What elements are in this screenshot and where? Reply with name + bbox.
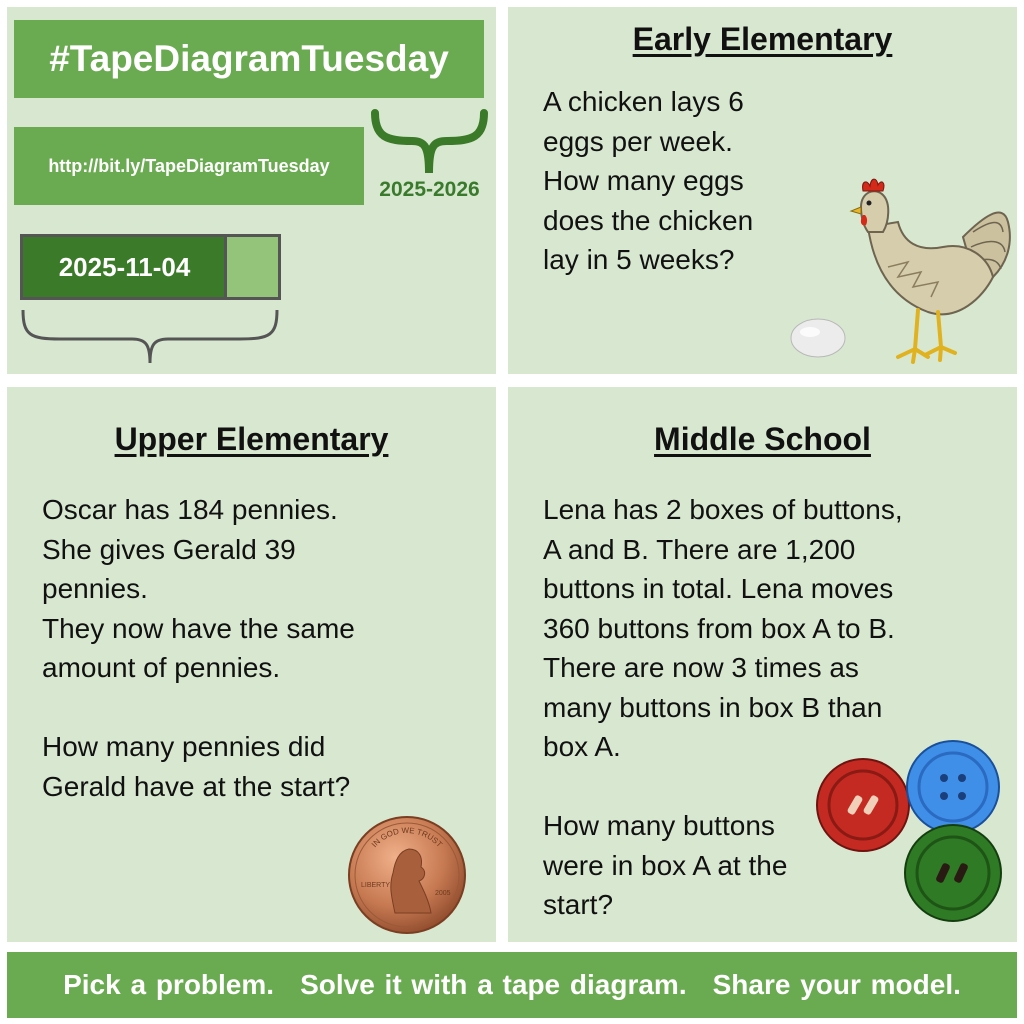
middle-school-problem: Lena has 2 boxes of buttons, A and B. There are 1,200 buttons in total. Lena moves 360 buttons from box A to B. There are now 3 times as many buttons in box B than box A. How many buttons were in box A at the start? bbox=[543, 494, 903, 920]
header-panel bbox=[7, 7, 496, 374]
early-elementary-title: Early Elementary bbox=[632, 21, 893, 57]
tape-brace-icon bbox=[20, 307, 280, 367]
upper-elementary-title: Upper Elementary bbox=[114, 421, 389, 457]
school-year: 2025-2026 bbox=[379, 178, 480, 201]
buttons-icon bbox=[813, 745, 1013, 925]
middle-school-panel bbox=[508, 387, 1017, 942]
early-elementary-panel bbox=[508, 7, 1017, 374]
upper-elementary-panel bbox=[7, 387, 496, 942]
middle-school-title: Middle School bbox=[654, 421, 871, 457]
footer-step-pick: Pick a problem. bbox=[63, 969, 275, 1000]
footer-step-share: Share your model. bbox=[712, 969, 961, 1000]
year-brace-icon bbox=[367, 107, 492, 187]
green-button-icon bbox=[905, 825, 1001, 921]
resource-link[interactable]: http://bit.ly/TapeDiagramTuesday bbox=[14, 127, 364, 205]
date-tape: 2025-11-04 bbox=[20, 234, 229, 300]
penny-liberty: LIBERTY bbox=[361, 882, 391, 889]
penny-icon bbox=[347, 815, 467, 935]
footer-step-solve: Solve it with a tape diagram. bbox=[300, 969, 687, 1000]
penny-year: 2005 bbox=[435, 890, 451, 897]
upper-elementary-problem: Oscar has 184 pennies. She gives Gerald 39 pennies. They now have the same amount of pennies. How many pennies did Gerald have at the start? bbox=[42, 494, 355, 802]
egg-icon bbox=[788, 315, 848, 360]
instructions-footer bbox=[7, 952, 1017, 1018]
penny-motto: IN GOD WE TRUST bbox=[369, 825, 445, 850]
red-button-icon bbox=[817, 759, 909, 851]
hashtag-title: #TapeDiagramTuesday bbox=[14, 20, 484, 98]
early-elementary-problem: A chicken lays 6 eggs per week. How many eggs does the chicken lay in 5 weeks? bbox=[543, 86, 754, 275]
tape-remainder bbox=[224, 234, 281, 300]
chicken-icon bbox=[843, 177, 1018, 372]
blue-button-icon bbox=[907, 741, 999, 833]
